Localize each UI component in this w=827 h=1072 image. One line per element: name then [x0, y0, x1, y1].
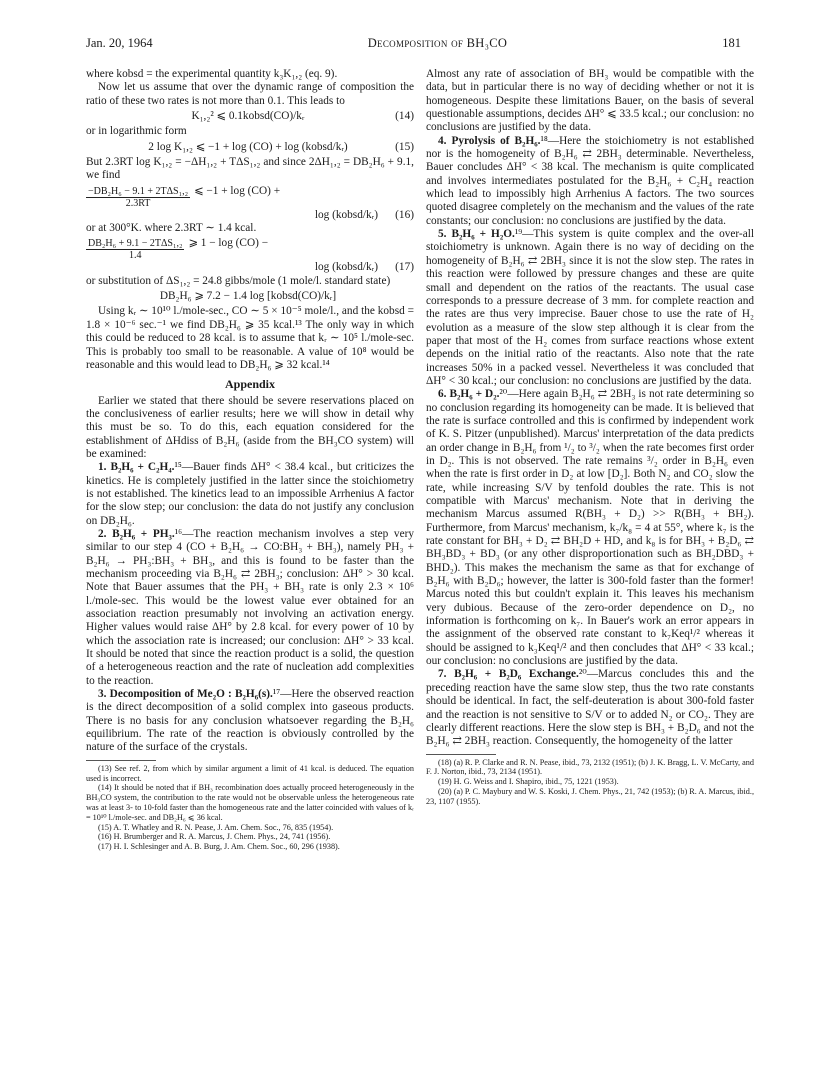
item-text: ¹⁵—Bauer finds ΔH° < 38.4 kcal., but criticizes the kinetics. He is completely justified in the latter since the stoichiometry is not established. The kinetics lead to an impossible Arrhenius A factor for the slow step; our conclusion: the data do not justify any conclusion on DB₂H₆. — [86, 461, 414, 527]
paragraph: where kobsd = the experimental quantity k₃K₁,₂ (eq. 9). — [86, 68, 338, 80]
running-header — [86, 36, 741, 56]
list-item — [426, 668, 754, 748]
item-label: 5. B₂H₆ + H₂O. — [438, 228, 515, 241]
equation-expression: K₁,₂² ⩽ 0.1kobsd(CO)/kᵣ — [191, 110, 305, 123]
left-column — [86, 68, 414, 852]
item-text: ²⁰—Marcus concludes this and the preceding reaction have the same slow step, thus the two rate constants should be identical. In fact, the self-deuteration is about 300-fold faster and the reaction is not sensitive to S/V or to added N₂ or CO₂. They are clearly different reactions. Here the slow step is BH₃ + B₂D₆ and not the B₂H₆ ⇄ 2BH₃ reaction. Consequently, the homogeneity of the latter — [426, 668, 755, 748]
numerator: −DB₂H₆ − 9.1 + 2TΔS₁,₂ — [88, 185, 189, 197]
paragraph: Almost any rate of association of BH₃ would be compatible with the data, but in particular there is no way of deciding whether or not it is homogeneous. Despite these limitations Bauer, on the basis of several questionable assumptions, decides ΔH° ⩽ 33.5 kcal.; our conclusion: no conclusions are justified by the data. — [426, 68, 754, 134]
footnote-15: (15) A. T. Whatley and R. N. Pease, J. Am. Chem. Soc., 76, 835 (1954). — [98, 822, 334, 832]
equation-number: (14) — [395, 110, 414, 123]
paragraph: Earlier we stated that there should be severe reservations placed on the conclusiveness of earlier results; here we will show in detail why this must be so. To do this, each equation considered for the establishment of ΔHdiss of B₂H₆ (aside from the BH₃CO system) will be examined: — [86, 394, 414, 460]
right-column — [426, 68, 754, 807]
header-date: Jan. 20, 1964 — [86, 36, 153, 50]
footnote-20: (20) (a) P. C. Maybury and W. S. Koski, J. Chem. Phys., 21, 742 (1953); (b) R. A. Marcus, ibid., 23, 1107 (1955). — [426, 786, 754, 806]
item-label: 6. B₂H₆ + D₂. — [438, 388, 500, 401]
equation-17 — [86, 237, 414, 261]
footnote-19: (19) H. G. Weiss and I. Shapiro, ibid., 75, 1221 (1953). — [438, 777, 619, 787]
equation-expression: DB₂H₆ ⩾ 7.2 − 1.4 log [kobsd(CO)/kᵣ] — [159, 290, 337, 303]
item-text: ¹⁸—Here the stoichiometry is not established nor is the homogeneity of B₂H₆ ⇄ 2BH₃ determinable. Nevertheless, Bauer concludes ΔH° < 38 kcal. The mechanism is quite complicated and involves intermediates postulated for the B₂H₆ + C₂H₄ reaction which lead to impossibly high Arrhenius A factors. The two sources quoted disagree completely on the mechanism and the values of the rate constants; our conclusion: no conclusions are justified by the data. — [426, 134, 754, 227]
item-text: ¹⁹—This system is quite complex and the over-all stoichiometry is unknown. Again there is no way of deciding on the homogeneity of B₂H₆ ⇄ 2BH₃ since it is not the slow step. The rates in this reaction were followed by pressure changes and these are quite small and dependent on the ratios of the reactants. The usual case corresponds to a pressure decrease of 3 mm. for complete reaction and the rates are thus very imprecise. Bauer chose to use the rate of H₂ evolution as a measure of the slow step although it is clear from the paper that most of the H₂ comes from surface reactions whose extent depends on the initial ratio of the reactants. Also note that the rate increases 50% in a packed vessel. Nevertheless it was concluded that ΔH° < 30 kcal.; our conclusion: no conclusions are justified by the data. — [426, 228, 754, 387]
section-heading-appendix: Appendix — [224, 377, 276, 392]
item-label: 2. B₂H₆ + PH₃. — [98, 527, 175, 540]
paragraph: Now let us assume that over the dynamic range of composition the ratio of these two rates is not more than 0.1. This leads to — [86, 81, 414, 107]
equation-rhs: ⩽ −1 + log (CO) + — [194, 184, 281, 197]
item-text: ¹⁶—The reaction mechanism involves a step very similar to our step 4 (CO + B₂H₆ → CO:BH₃ + BH₃), namely PH₃ + B₂H₆ → PH₃:BH₃ + BH₃, and this is found to be faster than the mechanism proceeding via B₂H₆ ⇄ 2BH₃; conclusion: ΔH° > 30 kcal. Note that Bauer assumes that the PH₃ + BH₃ rate is only 2.3 × 10⁶ l./mole-sec. This would be the lowest value ever obtained for an association reaction presumably not involving an activation energy. Higher values would raise ΔH° by 2.8 kcal. for every power of 10 by which the association rate is increased; our conclusion: ΔH° > 33 kcal. It should be noted that since the reaction product is a solid, the question of a heterogeneous reaction and the rate of nucleation add complexities to the reaction. — [86, 527, 414, 687]
equation-expression: 2 log K₁,₂ ⩽ −1 + log (CO) + log (kobsd/kᵣ) — [148, 140, 348, 153]
list-item — [426, 228, 754, 388]
paragraph: or substitution of ΔS₁,₂ = 24.8 gibbs/mole (1 mole/l. standard state) — [86, 274, 391, 287]
equation-15 — [86, 141, 414, 154]
list-item — [86, 461, 414, 528]
equation-rhs: ⩾ 1 − log (CO) − — [188, 237, 269, 250]
header-title: Decomposition of BH₃CO — [367, 36, 508, 50]
paragraph: or at 300°K. where 2.3RT ∼ 1.4 kcal. — [86, 222, 257, 235]
item-text: ²⁰—Here again B₂H₆ ⇄ 2BH₃ is not rate determining so no conclusion regarding its homogeneity can be made. It is believed that the rate is surface controlled and this is confirmed by independent work of K. S. Pitzer (unpublished). Marcus' interpretation of the data predicts an order change in B₂H₆ from ¹/₂ to ³/₂ when the rate becomes first order in D₂. This is not observed. The rate remains ³/₂ order in B₂H₆ even when the rate is first order in D₂ at low [D₂]. Both N₂ and CO₂ slow the rate, while increasing S/V by tenfold doubles the rate. This is not compatible with Marcus' mechanism. Note that in deriving the mechanism Marcus assumed R(BH₃ + D₂) >> R(BH₃ + BH₂). Furthermore, from Marcus' mechanism, k₇/k₈ = 4 at 55°, where k₇ is the rate constant for BH₃ + D₂ ⇄ BH₂D + HD, and k₈ is for BH₃ + B₂D₆ ⇄ BH₃BD₃ + BD₃ (or any other disproportionation such as BH₂DBD₃ + BHD₂). This makes the mechanism the same as that for exchange of B₂H₆ with B₂D₆; however, the latter is 300-fold faster than the former! Marcus noted this but couldn't explain it. This leaves his mechanism very dubious. Because of the zero-order dependence on D₂, no information is forthcoming on k₇. In Bauer's work an error appears in the assignment of the observed rate constant to k₇Keq¹/² whereas it should be assigned to k₃Keq¹/² and then concludes that ΔH° < 33 kcal.; our conclusion: no conclusions are justified by the data. — [426, 388, 754, 668]
denominator: 2.3RT — [125, 197, 151, 209]
paragraph: But 2.3RT log K₁,₂ = −ΔH₁,₂ + TΔS₁,₂ and since 2ΔH₁,₂ = DB₂H₆ + 9.1, we find — [86, 156, 414, 182]
list-item — [426, 388, 754, 668]
equation-expression: log (kobsd/kᵣ) — [314, 208, 378, 221]
equation-14 — [86, 110, 414, 123]
equation-number: (15) — [395, 140, 414, 153]
numerator: DB₂H₆ + 9.1 − 2TΔS₁,₂ — [88, 238, 183, 250]
footnote-18: (18) (a) R. P. Clarke and R. N. Pease, ibid., 73, 2132 (1951); (b) J. K. Bragg, L. V. McCarty, and F. J. Norton, ibid., 73, 2134 (1951). — [426, 757, 754, 777]
equation-number: (16) — [395, 208, 414, 221]
equation-17-continued — [86, 261, 414, 274]
footnote-16: (16) H. Brumberger and R. A. Marcus, J. Chem. Phys., 24, 741 (1956). — [98, 832, 331, 842]
fraction — [86, 186, 190, 209]
item-label: 4. Pyrolysis of B₂H₆. — [438, 134, 541, 147]
equation-number: (17) — [395, 261, 414, 274]
equation-16-continued — [86, 209, 414, 222]
list-item — [426, 135, 754, 228]
item-label: 7. B₂H₆ + B₂D₆ Exchange. — [438, 668, 579, 681]
equation-16 — [86, 185, 414, 209]
paragraph: or in logarithmic form — [86, 125, 187, 138]
denominator: 1.4 — [128, 250, 142, 262]
footnote-rule — [426, 754, 496, 755]
fraction — [86, 238, 184, 261]
item-label: 3. Decomposition of Me₂O : B₂H₆(s). — [98, 688, 273, 701]
equation-18 — [86, 290, 414, 303]
paragraph: Using kᵣ ∼ 10¹⁰ l./mole-sec., CO ∼ 5 × 10⁻⁵ mole/l., and the kobsd = 1.8 × 10⁻⁶ sec.⁻¹ we find DB₂H₆ ⩾ 35 kcal.¹³ The only way in which this could be reduced to 28 kcal. is to assume that kᵣ ∼ 10⁵ l./mole-sec. This is probably too small to be reasonable. A value of 10⁸ would be reasonable and this would lead to DB₂H₆ ⩾ 32 kcal.¹⁴ — [86, 305, 414, 371]
page-number: 181 — [722, 36, 741, 50]
footnote-13: (13) See ref. 2, from which by similar argument a limit of 41 kcal. is deduced. The equation used is incorrect. — [86, 763, 414, 783]
item-text: ¹⁷—Here the observed reaction is the direct decomposition of a solid complex into gaseous products. There is no basis for any conclusion whatsoever regarding the B₂H₆ equilibrium. The rate of the reaction is obviously controlled by the nature of the surface of the crystals. — [86, 688, 414, 754]
item-label: 1. B₂H₆ + C₂H₄. — [98, 461, 175, 474]
equation-expression: log (kobsd/kᵣ) — [314, 261, 378, 274]
list-item — [86, 688, 414, 755]
footnote-rule — [86, 760, 156, 761]
footnote-17: (17) H. I. Schlesinger and A. B. Burg, J. Am. Chem. Soc., 60, 296 (1938). — [98, 842, 340, 852]
list-item — [86, 528, 414, 688]
footnote-14: (14) It should be noted that if BH₃ recombination does actually proceed heterogeneously in the BH₃CO system, the contribution to the rate would not be observable unless the heterogeneous rate was at least 3- to 10-fold faster than the homogeneous rate and the latter coincided with values of kᵣ = 10¹⁰ l./mole-sec. and DB₂H₆ ⩽ 36 kcal. — [86, 783, 414, 822]
